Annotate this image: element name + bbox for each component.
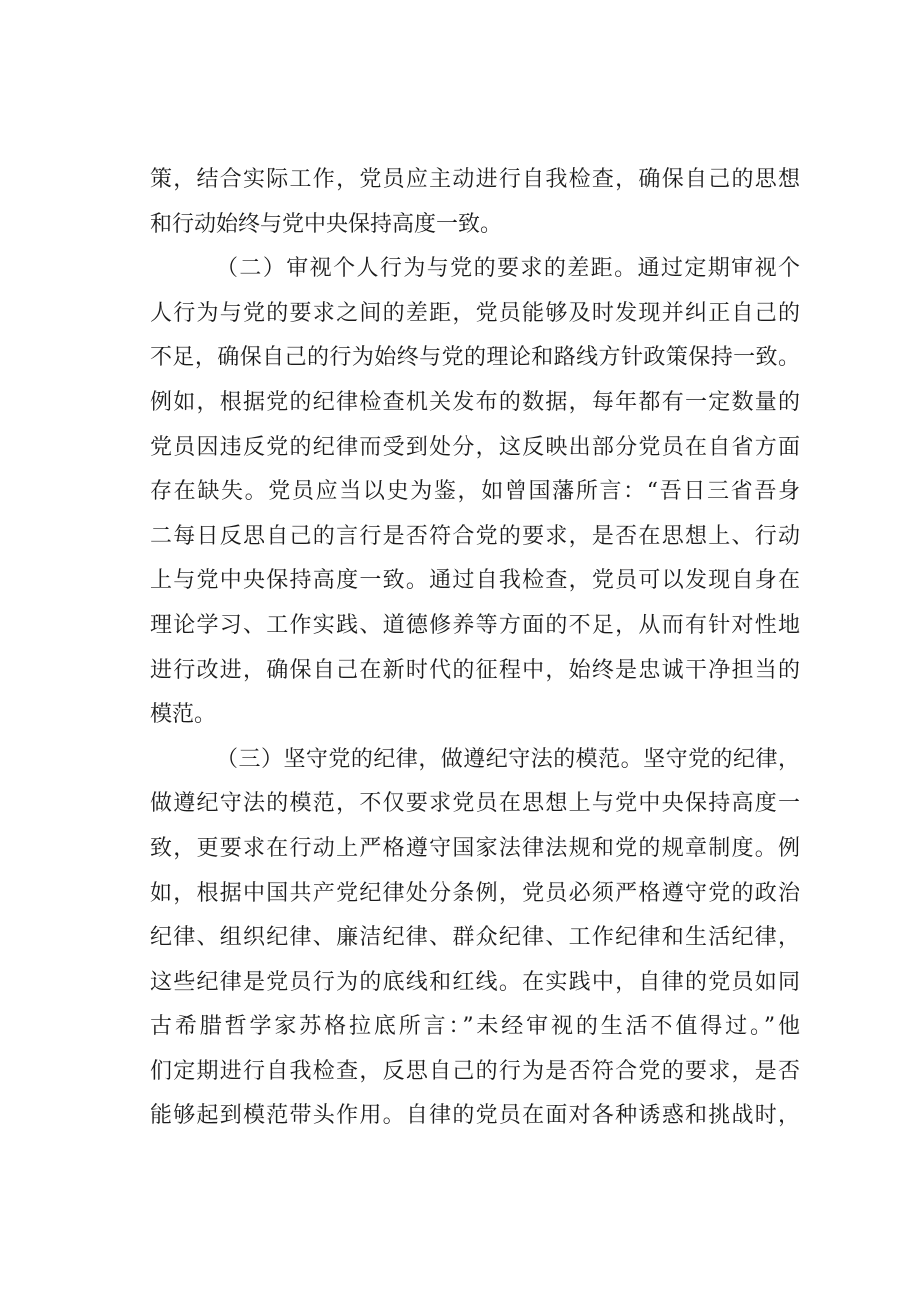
text-line: 人行为与党的要求之间的差距，党员能够及时发现并纠正自己的 <box>150 300 800 326</box>
text-line: 致，更要求在行动上严格遵守国家法律法规和党的规章制度。例 <box>150 835 800 861</box>
text-line: 和行动始终与党中央保持高度一致。 <box>150 211 503 237</box>
text-line: 做遵纪守法的模范，不仅要求党员在思想上与党中央保持高度一 <box>150 791 800 817</box>
text-line: 古希腊哲学家苏格拉底所言：”未经审视的生活不值得过。”他 <box>150 1014 800 1040</box>
text-line: 策，结合实际工作，党员应主动进行自我检查，确保自己的思想 <box>150 167 800 192</box>
body-text <box>150 158 800 1139</box>
text-line: 上与党中央保持高度一致。通过自我检查，党员可以发现自身在 <box>150 568 800 594</box>
text-line: 如，根据中国共产党纪律处分条例，党员必须严格遵守党的政治 <box>150 880 800 906</box>
text-line: 理论学习、工作实践、道德修养等方面的不足，从而有针对性地 <box>150 612 800 638</box>
text-line: 模范。 <box>150 702 217 728</box>
text-line: 纪律、组织纪律、廉洁纪律、群众纪律、工作纪律和生活纪律， <box>150 925 800 951</box>
text-line: 不足，确保自己的行为始终与党的理论和路线方针政策保持一致。 <box>150 345 800 371</box>
text-line: 二每日反思自己的言行是否符合党的要求，是否在思想上、行动 <box>150 523 800 549</box>
text-line: 能够起到模范带头作用。自律的党员在面对各种诱惑和挑战时， <box>150 1103 800 1129</box>
section-heading-line: （三）坚守党的纪律，做遵纪守法的模范。坚守党的纪律， <box>216 746 800 772</box>
text-line: 这些纪律是党员行为的底线和红线。在实践中，自律的党员如同 <box>150 969 800 995</box>
text-line: 进行改进，确保自己在新时代的征程中，始终是忠诚干净担当的 <box>150 657 800 683</box>
section-heading-line: （二）审视个人行为与党的要求的差距。通过定期审视个 <box>216 256 800 282</box>
text-line: 党员因违反党的纪律而受到处分，这反映出部分党员在自省方面 <box>150 434 800 460</box>
text-line: 例如，根据党的纪律检查机关发布的数据，每年都有一定数量的 <box>150 389 800 415</box>
text-line: 存在缺失。党员应当以史为鉴，如曾国藩所言：“吾日三省吾身 <box>150 479 800 505</box>
text-line: 们定期进行自我检查，反思自己的行为是否符合党的要求，是否 <box>150 1058 800 1084</box>
